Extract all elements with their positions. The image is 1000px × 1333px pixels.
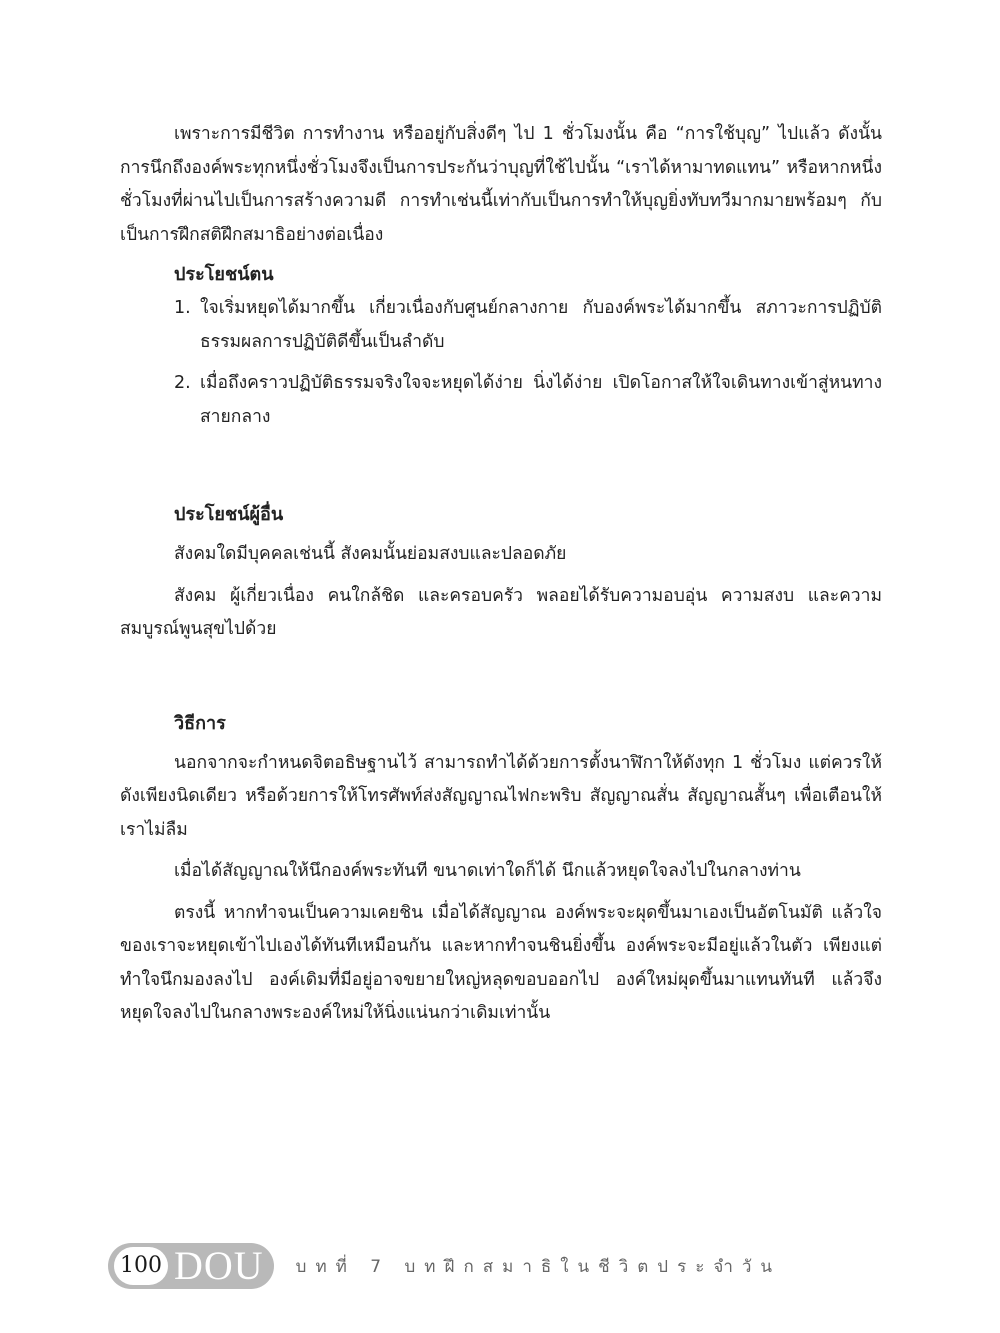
page-footer — [108, 1243, 781, 1289]
others-benefit-paragraph-1: สังคมใดมีบุคคลเช่นนี้ สังคมนั้นย่อมสงบและปลอดภัย — [174, 544, 567, 564]
others-benefit-paragraph-2: สังคม ผู้เกี่ยวเนื่อง คนใกล้ชิด และครอบครัว พลอยได้รับความอบอุ่น ความสงบ และความสมบูรณ์พูนสุขไปด้วย — [120, 585, 882, 639]
method-paragraph-1: นอกจากจะกำหนดจิตอธิษฐานไว้ สามารถทำได้ด้วยการตั้งนาฬิกาให้ดังทุก 1 ชั่วโมง แต่ควรให้ดังเพียงนิดเดียว หรือด้วยการให้โทรศัพท์ส่งสัญญาณไฟกะพริบ สัญญาณสั่น สัญญาณสั้นๆ เพื่อเตือนให้เราไม่ลืม — [120, 752, 882, 840]
page-number: 100 — [114, 1247, 168, 1285]
self-benefit-heading: ประโยชน์ตน — [174, 264, 274, 285]
others-benefit-heading: ประโยชน์ผู้อื่น — [174, 504, 284, 525]
method-heading: วิธีการ — [174, 712, 226, 734]
list-item — [120, 292, 882, 359]
chapter-title: บทที่ 7 บทฝึกสมาธิในชีวิตประจำวัน — [295, 1256, 782, 1277]
page-content — [120, 118, 882, 1031]
list-item-number: 1. — [174, 298, 191, 318]
self-benefit-list — [120, 292, 882, 434]
intro-paragraph: เพราะการมีชีวิต การทำงาน หรืออยู่กับสิ่งดีๆ ไป 1 ชั่วโมงนั้น คือ “การใช้บุญ” ไปแล้ว ดังนั้น การนึกถึงองค์พระทุกหนึ่งชั่วโมงจึงเป็นการประกันว่าบุญที่ใช้ไปนั้น “เราได้หามาทดแทน” หรือหากหนึ่งชั่วโมงที่ผ่านไปเป็นการสร้างความดี การทำเช่นนี้เท่ากับเป็นการทำให้บุญยิ่งทับทวีมากมายพร้อมๆ กับเป็นการฝึกสติฝึกสมาธิอย่างต่อเนื่อง — [120, 124, 882, 245]
list-item-text: เมื่อถึงคราวปฏิบัติธรรมจริงใจจะหยุดได้ง่าย นิ่งได้ง่าย เปิดโอกาสให้ใจเดินทางเข้าสู่หนทางสายกลาง — [200, 373, 882, 427]
footer-badge — [108, 1243, 274, 1289]
method-paragraph-2: เมื่อได้สัญญาณให้นึกองค์พระทันที ขนาดเท่าใดก็ได้ นึกแล้วหยุดใจลงไปในกลางท่าน — [174, 861, 801, 881]
list-item-number: 2. — [174, 373, 191, 393]
list-item — [120, 367, 882, 434]
list-item-text: ใจเริ่มหยุดได้มากขึ้น เกี่ยวเนื่องกับศูนย์กลางกาย กับองค์พระได้มากขึ้น สภาวะการปฏิบัติธรรมผลการปฏิบัติดีขึ้นเป็นลำดับ — [200, 298, 882, 352]
method-paragraph-3: ตรงนี้ หากทำจนเป็นความเคยชิน เมื่อได้สัญญาณ องค์พระจะผุดขึ้นมาเองเป็นอัตโนมัติ แล้วใจของเราจะหยุดเข้าไปเองได้ทันทีเหมือนกัน และหากทำจนชินยิ่งขึ้น องค์พระจะมีอยู่แล้วในตัว เพียงแต่ทำใจนึกมองลงไป องค์เดิมที่มีอยู่อาจขยายใหญ่หลุดขอบออกไป องค์ใหม่ผุดขึ้นมาแทนทันที แล้วจึงหยุดใจลงไปในกลางพระองค์ใหม่ให้นิ่งแน่นกว่าเดิมเท่านั้น — [120, 902, 882, 1023]
brand-logo: DOU — [174, 1243, 264, 1288]
